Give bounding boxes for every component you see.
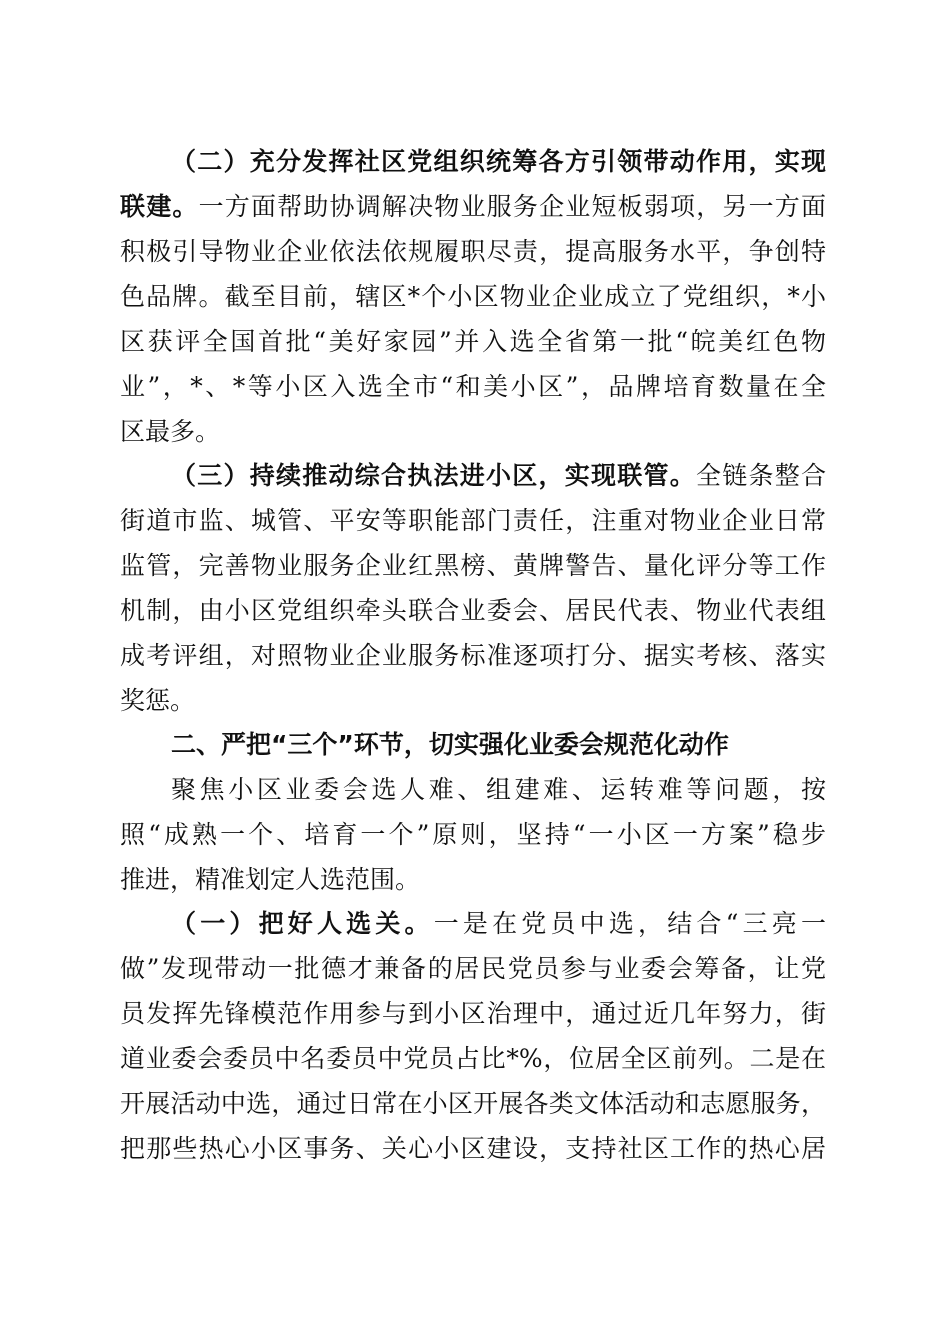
sec2-2-line: 色品牌。截至目前，辖区*个小区物业企业成立了党组织，*小	[120, 282, 826, 311]
sec2-3-line: 成考评组，对照物业企业服务标准逐项打分、据实考核、落实	[120, 641, 826, 670]
sub1-first-rest: 一是在党员中选，结合“三亮一	[433, 909, 826, 938]
intro-line: 推进，精准划定人选范围。	[120, 865, 421, 894]
sub1-first-line	[171, 908, 826, 940]
intro-first-line: 聚焦小区业委会选人难、组建难、运转难等问题，按	[171, 775, 826, 804]
sub1-line: 做”发现带动一批德才兼备的居民党员参与业委会筹备，让党	[120, 954, 826, 983]
sec2-2-line	[120, 191, 826, 223]
sec2-2-title: （二）充分发挥社区党组织统筹各方引领带动作用，实现	[171, 147, 826, 176]
sec2-2-line-text: 一方面帮助协调解决物业服务企业短板弱项，另一方面	[198, 192, 826, 221]
sec2-3-first-line	[171, 460, 826, 492]
sec2-2-line: 积极引导物业企业依法依规履职尽责，提高服务水平，争创特	[120, 237, 826, 266]
sec2-2-line: 业”，*、*等小区入选全市“和美小区”，品牌培育数量在全	[120, 372, 826, 401]
sec2-3-line: 机制，由小区党组织牵头联合业委会、居民代表、物业代表组	[120, 596, 826, 625]
intro-line: 照“成熟一个、培育一个”原则，坚持“一小区一方案”稳步	[120, 820, 826, 849]
sub1-line: 员发挥先锋模范作用参与到小区治理中，通过近几年努力，街	[120, 999, 826, 1028]
sub1-line: 把那些热心小区事务、关心小区建设，支持社区工作的热心居	[120, 1134, 826, 1163]
sec2-2-line: 区最多。	[120, 417, 221, 446]
sec2-3-first-rest: 全链条整合	[695, 461, 826, 490]
sec2-2-bold-tail: 联建。	[120, 192, 199, 221]
sec2-3-line: 街道市监、城管、平安等职能部门责任，注重对物业企业日常	[120, 506, 826, 535]
sub1-line: 开展活动中选，通过日常在小区开展各类文体活动和志愿服务，	[120, 1089, 826, 1118]
sub1-title: （一）把好人选关。	[171, 909, 434, 938]
sec2-3-line: 奖惩。	[120, 686, 196, 715]
sec2-2-line: 区获评全国首批“美好家园”并入选全省第一批“皖美红色物	[120, 327, 826, 356]
section-heading: 二、严把“三个”环节，切实强化业委会规范化动作	[171, 730, 729, 759]
sec2-3-title: （三）持续推动综合执法进小区，实现联管。	[171, 461, 696, 490]
sub1-line: 道业委会委员中名委员中党员占比*%，位居全区前列。二是在	[120, 1044, 826, 1073]
sec2-3-line: 监管，完善物业服务企业红黑榜、黄牌警告、量化评分等工作	[120, 551, 826, 580]
